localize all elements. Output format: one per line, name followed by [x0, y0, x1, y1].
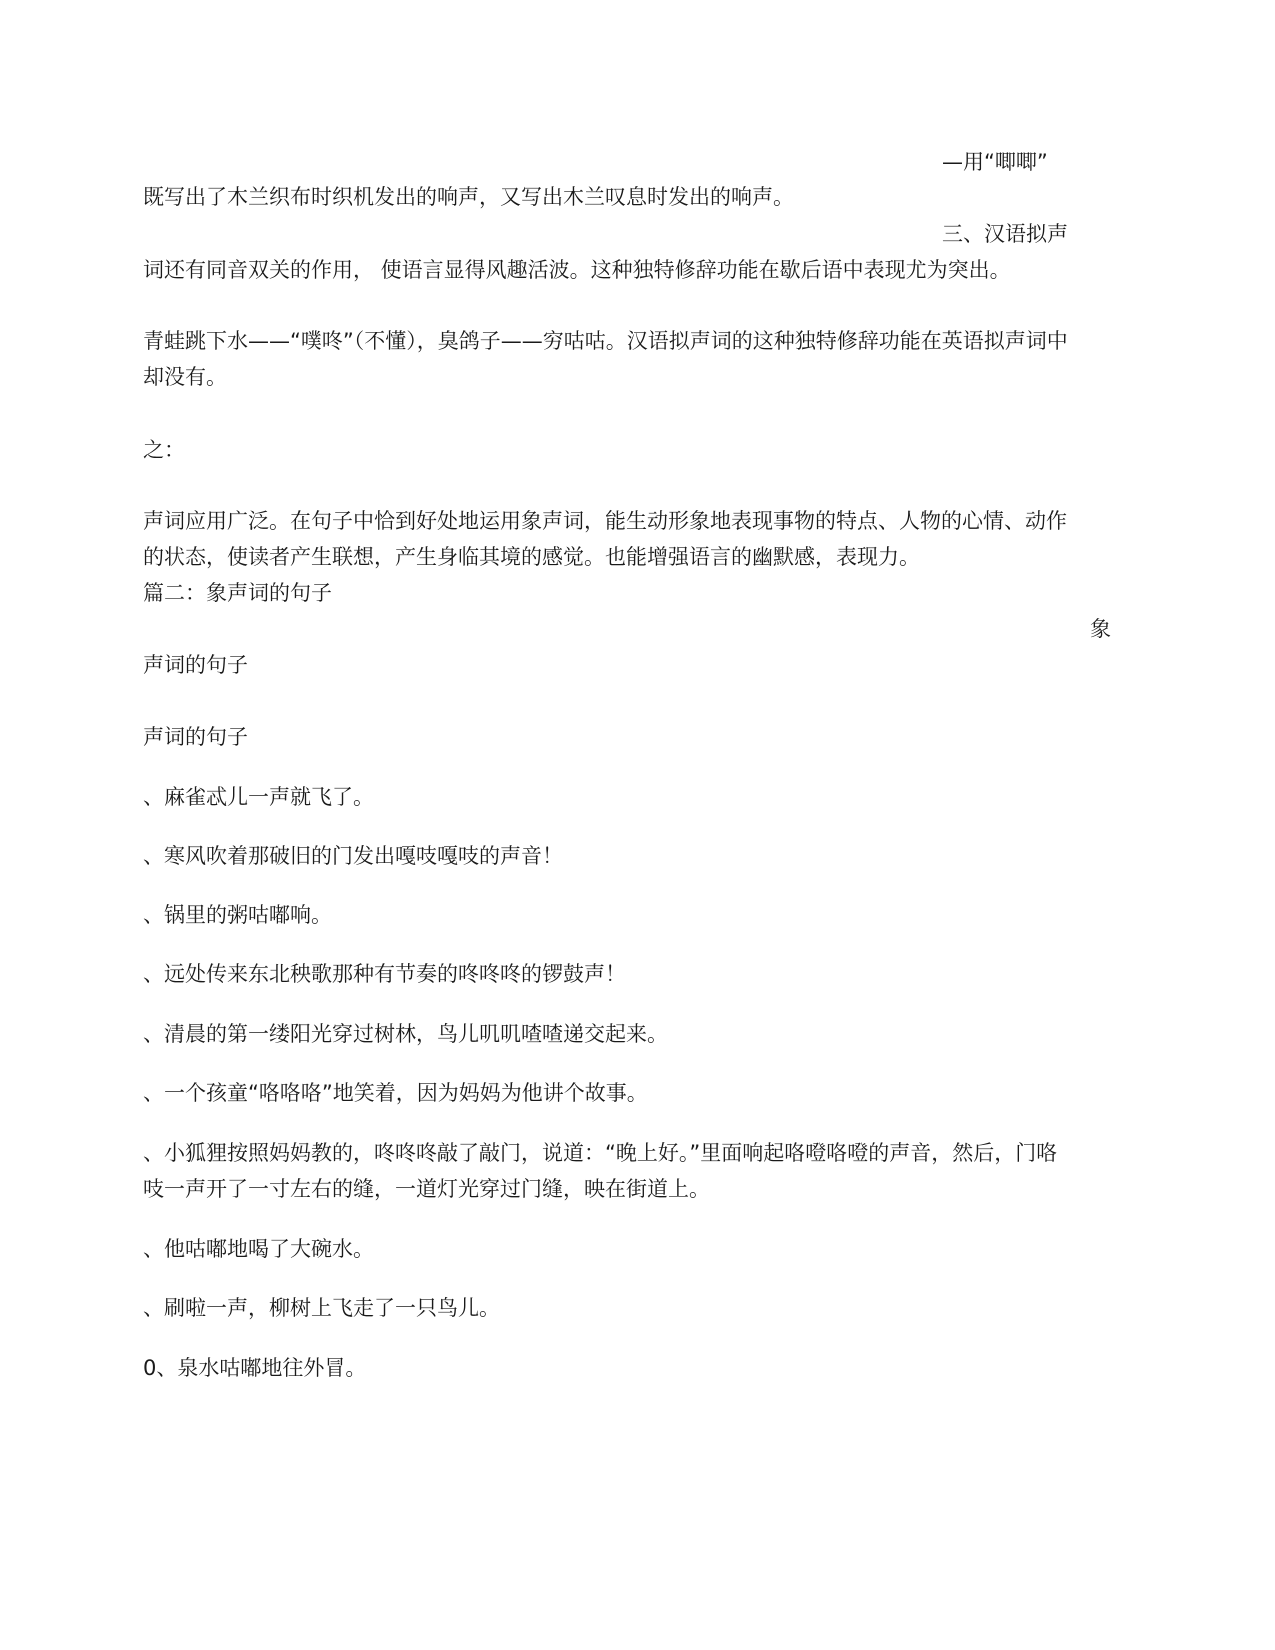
text-line: 之：	[143, 438, 185, 462]
text-line: 青蛙跳下水——“噗咚”（不懂），臭鸽子——穷咕咕。汉语拟声词的这种独特修辞功能在英语拟声词中	[143, 329, 1068, 353]
text-line: 声词的句子	[143, 653, 248, 677]
section-heading: 篇二：象声词的句子	[143, 581, 332, 605]
text-line: 词还有同音双关的作用， 使语言显得风趣活波。这种独特修辞功能在歇后语中表现尤为突出。	[143, 258, 1011, 282]
list-item: 、一个孩童“咯咯咯”地笑着，因为妈妈为他讲个故事。	[143, 1081, 648, 1105]
text-line: 声词的句子	[143, 725, 248, 749]
text-line: 却没有。	[143, 365, 227, 389]
list-item: 、寒风吹着那破旧的门发出嘎吱嘎吱的声音！	[143, 844, 563, 868]
text-line: —用“唧唧”	[942, 150, 1048, 174]
list-item: 、清晨的第一缕阳光穿过树林，鸟儿叽叽喳喳递交起来。	[143, 1022, 668, 1046]
list-item: 、锅里的粥咕嘟响。	[143, 903, 332, 927]
list-item-continuation: 吱一声开了一寸左右的缝，一道灯光穿过门缝，映在街道上。	[143, 1177, 710, 1201]
list-item: 、麻雀忒儿一声就飞了。	[143, 785, 374, 809]
text-line: 象	[1090, 617, 1111, 641]
text-line: 声词应用广泛。在句子中恰到好处地运用象声词，能生动形象地表现事物的特点、人物的心情、动作	[143, 509, 1067, 533]
list-item: 、他咕嘟地喝了大碗水。	[143, 1237, 374, 1261]
text-line: 既写出了木兰织布时织机发出的响声，又写出木兰叹息时发出的响声。	[143, 185, 794, 209]
list-item: 、远处传来东北秧歌那种有节奏的咚咚咚的锣鼓声！	[143, 962, 626, 986]
list-item: 、小狐狸按照妈妈教的，咚咚咚敲了敲门，说道：“晚上好。”里面响起咯噔咯噔的声音，然后，门咯	[143, 1141, 1058, 1165]
text-line: 的状态，使读者产生联想，产生身临其境的感觉。也能增强语言的幽默感，表现力。	[143, 545, 920, 569]
text-line: 三、汉语拟声	[942, 222, 1068, 246]
list-item: 0、泉水咕嘟地往外冒。	[143, 1356, 367, 1380]
list-item: 、刷啦一声，柳树上飞走了一只鸟儿。	[143, 1296, 500, 1320]
